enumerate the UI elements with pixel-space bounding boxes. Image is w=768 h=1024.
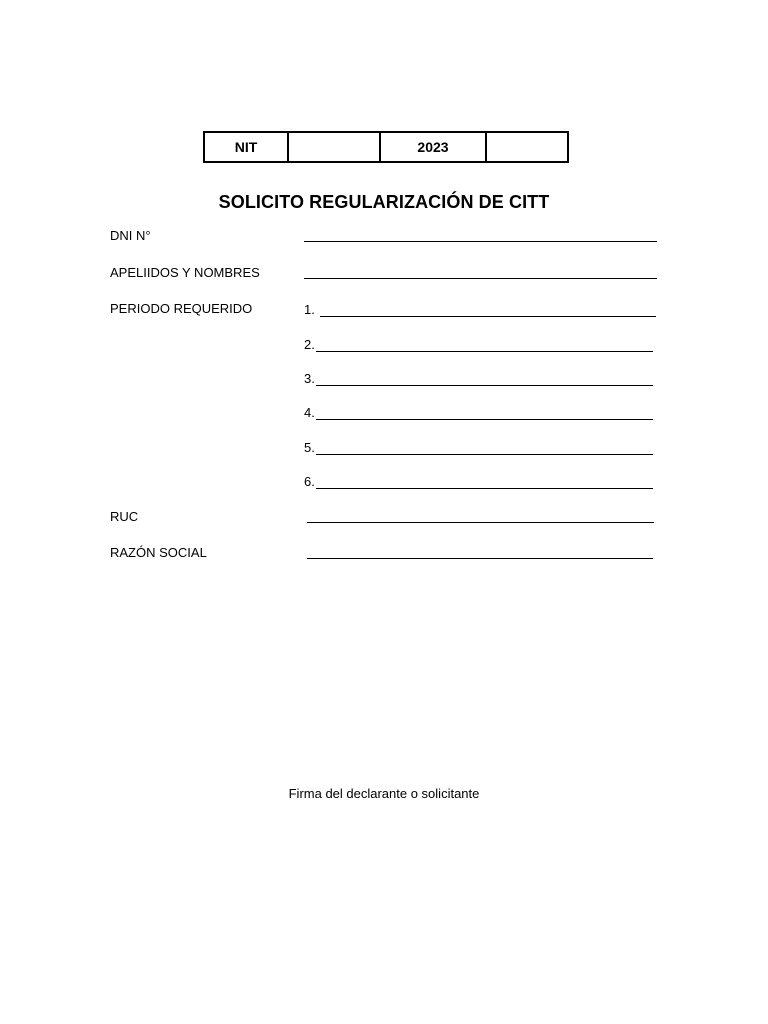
header-cell-nit: NIT: [204, 132, 288, 162]
header-table: [203, 131, 569, 163]
ruc-field[interactable]: [307, 510, 654, 523]
period-number: 1.: [304, 302, 315, 317]
razon-social-field[interactable]: [307, 546, 653, 559]
period-line: [316, 407, 653, 420]
period-field-4[interactable]: [304, 405, 653, 420]
names-label: APELIIDOS Y NOMBRES: [110, 265, 260, 280]
names-line: [304, 266, 657, 279]
razon-social-label: RAZÓN SOCIAL: [110, 545, 207, 560]
dni-field[interactable]: [304, 229, 657, 242]
period-field-3[interactable]: [304, 371, 653, 386]
period-field-6[interactable]: [304, 474, 653, 489]
period-field-5[interactable]: [304, 440, 653, 455]
period-number: 2.: [304, 337, 315, 352]
period-line: [320, 304, 656, 317]
signature-caption: Firma del declarante o solicitante: [288, 786, 480, 801]
ruc-line: [307, 510, 654, 523]
header-cell-year-value: [486, 132, 568, 162]
dni-label: DNI N°: [110, 228, 151, 243]
period-line: [316, 373, 653, 386]
period-number: 6.: [304, 474, 315, 489]
period-number: 3.: [304, 371, 315, 386]
header-row: [204, 132, 568, 162]
period-field-1[interactable]: [304, 302, 656, 317]
period-line: [316, 339, 653, 352]
period-number: 5.: [304, 440, 315, 455]
header-cell-nit-value: [288, 132, 380, 162]
period-field-2[interactable]: [304, 337, 653, 352]
period-label: PERIODO REQUERIDO: [110, 301, 253, 316]
period-number: 4.: [304, 405, 315, 420]
page-title: SOLICITO REGULARIZACIÓN DE CITT: [218, 192, 550, 212]
period-line: [316, 476, 653, 489]
razon-social-line: [307, 546, 653, 559]
header-cell-year: 2023: [380, 132, 486, 162]
dni-line: [304, 229, 657, 242]
ruc-label: RUC: [110, 509, 139, 524]
names-field[interactable]: [304, 266, 657, 279]
period-line: [316, 442, 653, 455]
